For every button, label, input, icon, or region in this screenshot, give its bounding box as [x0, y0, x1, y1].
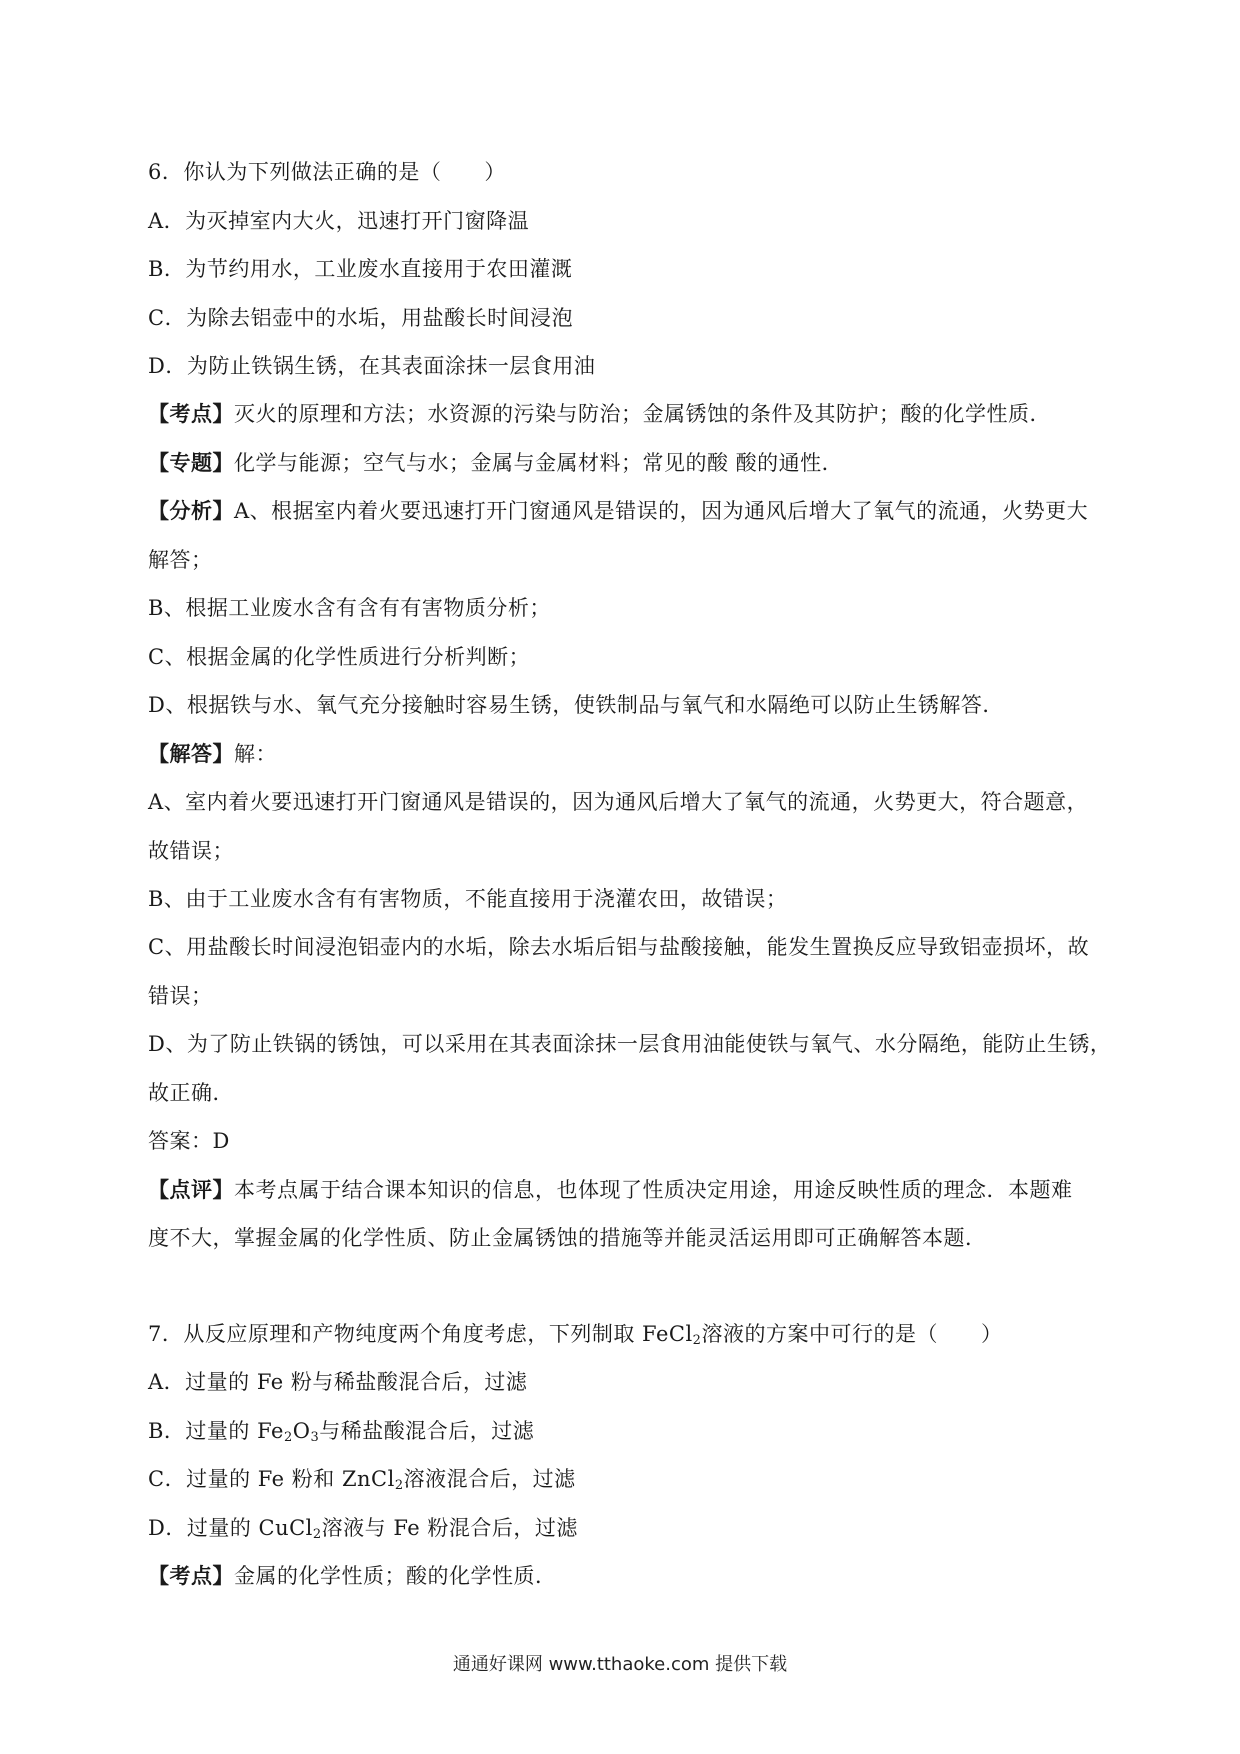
q6-jieda-c-cont: 错误；	[148, 984, 213, 1008]
q6-jieda-d: D、为了防止铁锅的锈蚀，可以采用在其表面涂抹一层食用油能使铁与氧气、水分隔绝，能防止生锈，	[148, 1032, 1112, 1056]
q6-fenxi-d: D、根据铁与水、氧气充分接触时容易生锈，使铁制品与氧气和水隔绝可以防止生锈解答．	[148, 693, 1004, 717]
q6-fenxi-b: B、根据工业废水含有含有有害物质分析；	[148, 596, 551, 620]
q7-option-c: C．过量的 Fe 粉和 ZnCl$_2$溶液混合后，过滤	[148, 1467, 576, 1493]
q6-jieda-a-cont: 故错误；	[148, 839, 234, 863]
q7-option-d: D．过量的 CuCl$_2$溶液与 Fe 粉混合后，过滤	[148, 1516, 578, 1542]
q6-option-b: B．为节约用水，工业废水直接用于农田灌溉	[148, 257, 573, 281]
q6-kaodian: 【考点】灭火的原理和方法；水资源的污染与防治；金属锈蚀的条件及其防护；酸的化学性质．	[148, 401, 1051, 426]
q6-fenxi: 【分析】A、根据室内着火要迅速打开门窗通风是错误的，因为通风后增大了氧气的流通，火势更大	[148, 498, 1089, 523]
q6-fenxi-c: C、根据金属的化学性质进行分析判断；	[148, 645, 531, 669]
q6-zhuanti: 【专题】化学与能源；空气与水；金属与金属材料；常见的酸 酸的通性．	[148, 450, 844, 475]
kaodian-label: 【考点】	[148, 1563, 234, 1588]
question-7-stem: 7．从反应原理和产物纯度两个角度考虑，下列制取 FeCl$_2$溶液的方案中可行的是（ ）	[148, 1322, 1003, 1348]
q7-kaodian: 【考点】金属的化学性质；酸的化学性质．	[148, 1563, 557, 1588]
q6-jieda-a: A、室内着火要迅速打开门窗通风是错误的，因为通风后增大了氧气的流通，火势更大，符合题意，	[148, 790, 1089, 814]
q6-answer: 答案：D	[148, 1129, 230, 1153]
jieda-label: 【解答】	[148, 741, 234, 766]
q6-jieda-d-cont: 故正确．	[148, 1081, 234, 1105]
zhuanti-label: 【专题】	[148, 450, 234, 475]
q7-option-a: A．过量的 Fe 粉与稀盐酸混合后，过滤	[148, 1370, 528, 1394]
question-6-stem: 6．你认为下列做法正确的是（ ）	[148, 160, 506, 184]
dianping-label: 【点评】	[148, 1177, 234, 1202]
q6-dianping: 【点评】本考点属于结合课本知识的信息，也体现了性质决定用途，用途反映性质的理念．本题难	[148, 1177, 1073, 1202]
q6-option-c: C．为除去铝壶中的水垢，用盐酸长时间浸泡	[148, 306, 574, 330]
q6-jieda: 【解答】解：	[148, 741, 277, 766]
page-footer: 通通好课网 www.tthaoke.com 提供下载	[452, 1654, 788, 1675]
q6-dianping-cont: 度不大，掌握金属的化学性质、防止金属锈蚀的措施等并能灵活运用即可正确解答本题．	[148, 1226, 987, 1250]
q6-jieda-b: B、由于工业废水含有有害物质，不能直接用于浇灌农田，故错误；	[148, 887, 788, 911]
kaodian-label: 【考点】	[148, 401, 234, 426]
q7-option-b: B．过量的 $Fe_2O_3$与稀盐酸混合后，过滤	[148, 1419, 535, 1445]
q6-option-d: D．为防止铁锅生锈，在其表面涂抹一层食用油	[148, 354, 596, 378]
fenxi-label: 【分析】	[148, 498, 234, 523]
q6-option-a: A．为灭掉室内大火，迅速打开门窗降温	[148, 209, 530, 233]
q6-fenxi-cont: 解答；	[148, 548, 213, 572]
q6-jieda-c: C、用盐酸长时间浸泡铝壶内的水垢，除去水垢后铝与盐酸接触，能发生置换反应导致铝壶损坏，故	[148, 935, 1090, 959]
